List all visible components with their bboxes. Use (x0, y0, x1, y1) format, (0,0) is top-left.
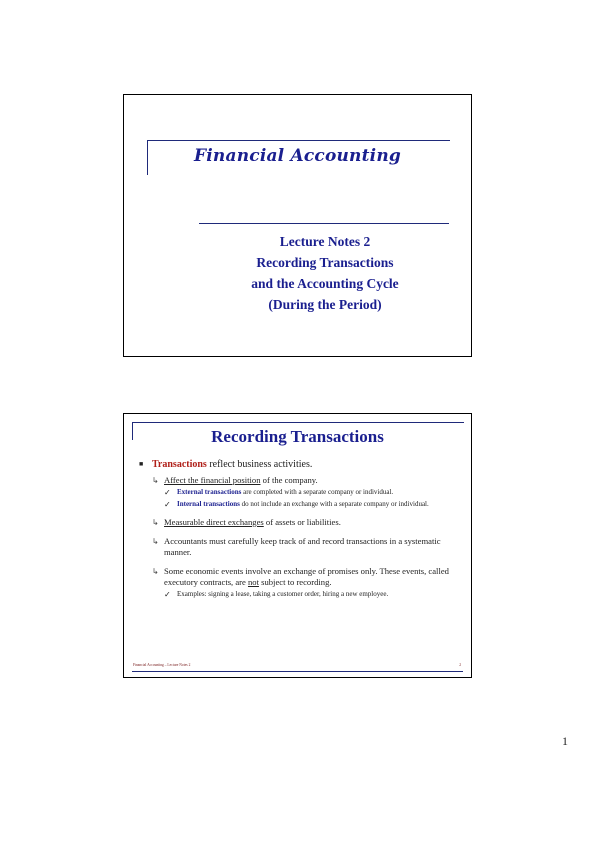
bullet-text: subject to recording. (258, 577, 332, 587)
keyword: External transactions (177, 488, 242, 496)
checkmark-icon: ✓ (164, 499, 171, 509)
bullet-text: Examples: signing a lease, taking a customer order, hiring a new employee. (177, 590, 389, 598)
square-bullet-icon: ■ (139, 460, 144, 468)
page-number: 1 (562, 734, 568, 748)
bullet-affect-financial-position (134, 475, 464, 486)
footer-line (132, 671, 463, 672)
underlined-text: Affect the financial position (164, 475, 261, 485)
subtitle-line: Recording Transactions (256, 255, 394, 270)
slide1-title: Financial Accounting (194, 146, 401, 166)
checkmark-icon: ✓ (164, 590, 171, 599)
keyword: Transactions (152, 459, 207, 470)
bullet-internal (134, 500, 464, 510)
bullet-text: Accountants must carefully keep track of and record transactions in a systematic manner. (164, 536, 441, 557)
keyword: Internal transactions (177, 499, 240, 508)
checkmark-icon: ✓ (164, 488, 171, 497)
bullet-text: of the company. (260, 475, 318, 485)
slide-footer-title: Financial Accounting – Lecture Notes 2 (133, 663, 191, 667)
arrow-bullet-icon: ↳ (152, 567, 159, 576)
bullet-text: of assets or liabilities. (263, 517, 341, 527)
slide-2 (123, 413, 472, 678)
subtitle-line: and the Accounting Cycle (251, 276, 399, 291)
underlined-text: not (247, 577, 259, 587)
slide2-body (134, 458, 464, 602)
bullet-measurable-exchanges (134, 517, 464, 528)
decor-line-top (132, 422, 464, 423)
bullet-examples (134, 590, 464, 600)
bullet-text: are completed with a separate company or individual. (241, 488, 394, 496)
slide1-subtitle (214, 231, 436, 315)
bullet-executory-contracts (134, 566, 464, 588)
bullet-accountants (134, 536, 464, 558)
bullet-text: Some economic events involve an exchange of promises only. These events, called executory contracts, are (164, 566, 449, 587)
subtitle-line: (During the Period) (268, 297, 382, 312)
bullet-external (134, 488, 464, 498)
arrow-bullet-icon: ↳ (152, 537, 159, 546)
slide-1 (123, 94, 472, 357)
arrow-bullet-icon: ↳ (152, 476, 159, 485)
underlined-text: Measurable direct exchanges (164, 517, 264, 527)
subtitle-line: Lecture Notes 2 (279, 234, 371, 249)
decor-line-mid (199, 223, 449, 224)
slide2-title: Recording Transactions (211, 427, 384, 446)
bullet-transactions (134, 458, 464, 471)
arrow-bullet-icon: ↳ (152, 518, 159, 527)
slide-footer-number: 2 (459, 663, 461, 667)
bullet-text: reflect business activities. (206, 459, 313, 470)
bullet-text: do not include an exchange with a separate company or individual. (239, 499, 429, 508)
decor-line-top (147, 140, 450, 141)
